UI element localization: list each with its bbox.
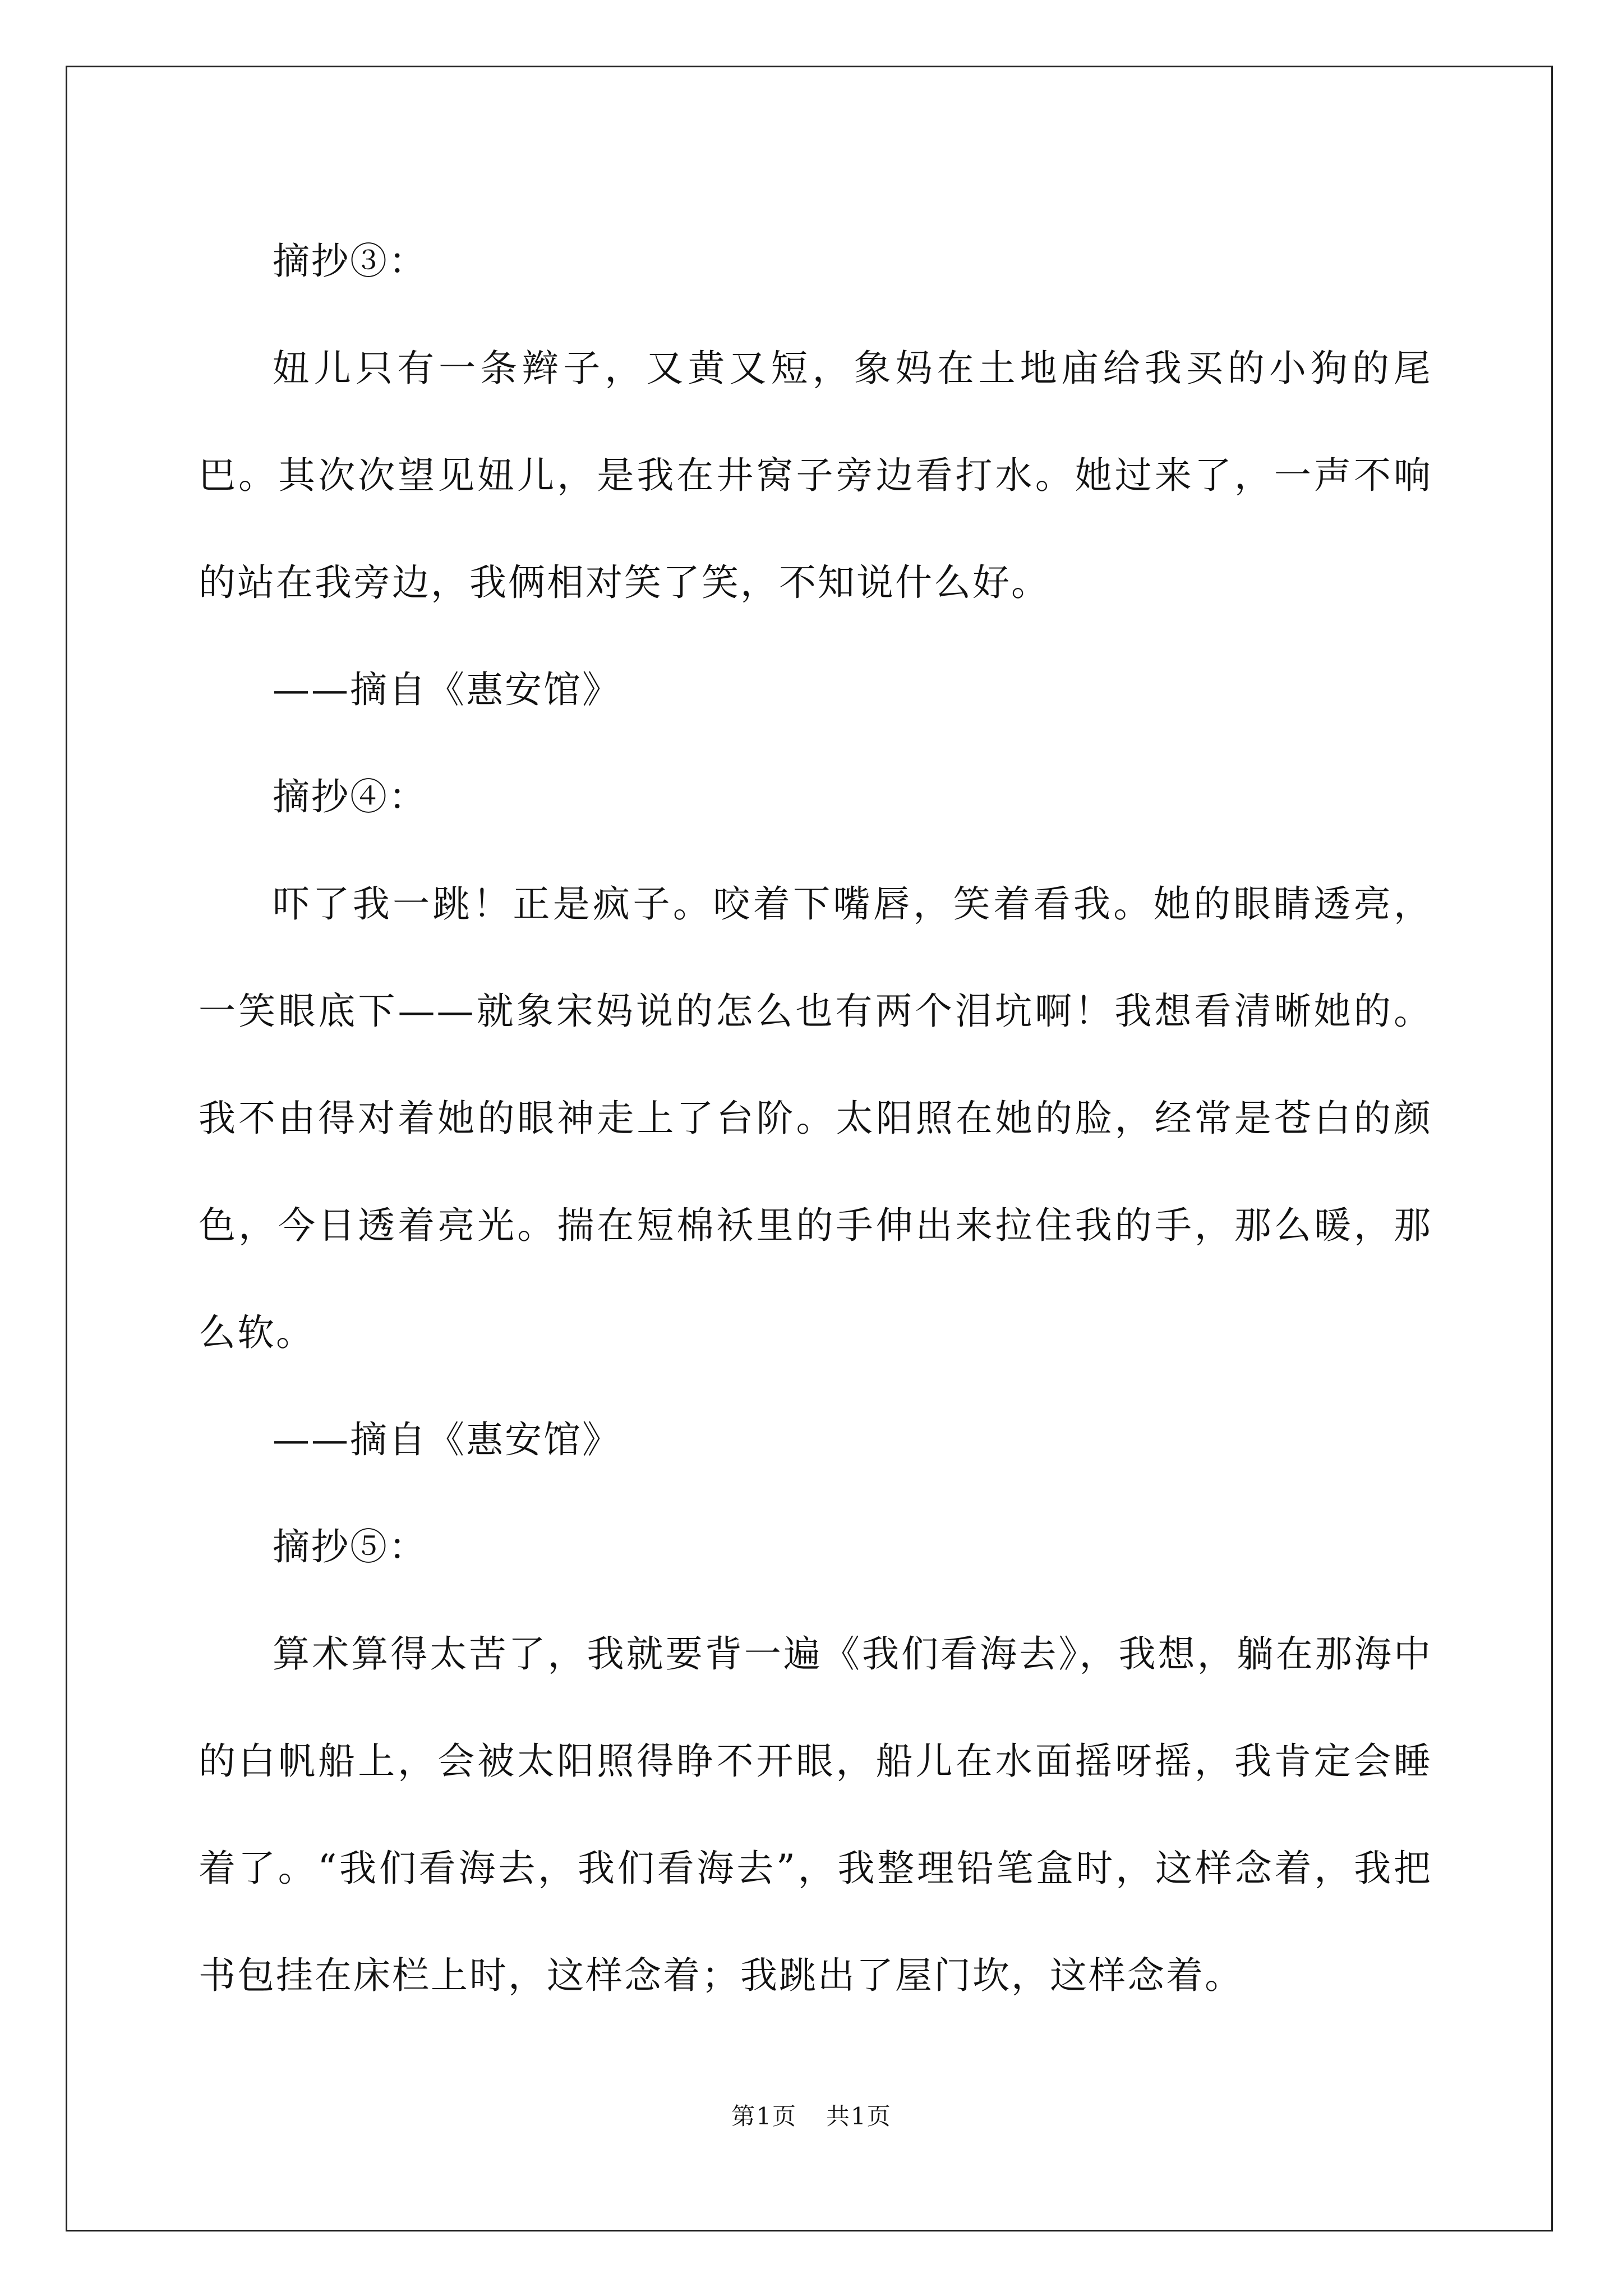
excerpt-paragraph: 吓了我一跳！正是疯子。咬着下嘴唇，笑着看我。她的眼睛透亮，一笑眼底下——就象宋妈说的怎么也有两个泪坑啊！我想看清晰她的。我不由得对着她的眼神走上了台阶。太阳照在她的脸，经常是苍白的颜色，今日透着亮光。揣在短棉袄里的手伸出来拉住我的手，那么暖，那么软。 [199, 882, 1432, 1354]
source-citation: ——摘自《惠安馆》 [273, 668, 621, 711]
excerpt-paragraph: 妞儿只有一条辫子，又黄又短，象妈在土地庙给我买的小狗的尾巴。其次次望见妞儿，是我在井窝子旁边看打水。她过来了，一声不响的站在我旁边，我俩相对笑了笑，不知说什么好。 [199, 347, 1432, 604]
excerpt-paragraph: 算术算得太苦了，我就要背一遍《我们看海去》，我想，躺在那海中的白帆船上，会被太阳照得睁不开眼，船儿在水面摇呀摇，我肯定会睡着了。“我们看海去，我们看海去”，我整理铅笔盒时，这样念着，我把书包挂在床栏上时，这样念着；我跳出了屋门坎，这样念着。 [199, 1632, 1432, 1997]
source-citation: ——摘自《惠安馆》 [273, 1418, 621, 1461]
section-heading-excerpt-5: 摘抄⑤： [273, 1525, 427, 1568]
section-heading-excerpt-3: 摘抄③： [273, 240, 427, 283]
page-number: 第1页 [731, 2102, 797, 2130]
document-body [199, 208, 1432, 2029]
page-total: 共1页 [826, 2102, 892, 2130]
page-footer [0, 2098, 1623, 2132]
section-heading-excerpt-4: 摘抄④： [273, 775, 427, 818]
